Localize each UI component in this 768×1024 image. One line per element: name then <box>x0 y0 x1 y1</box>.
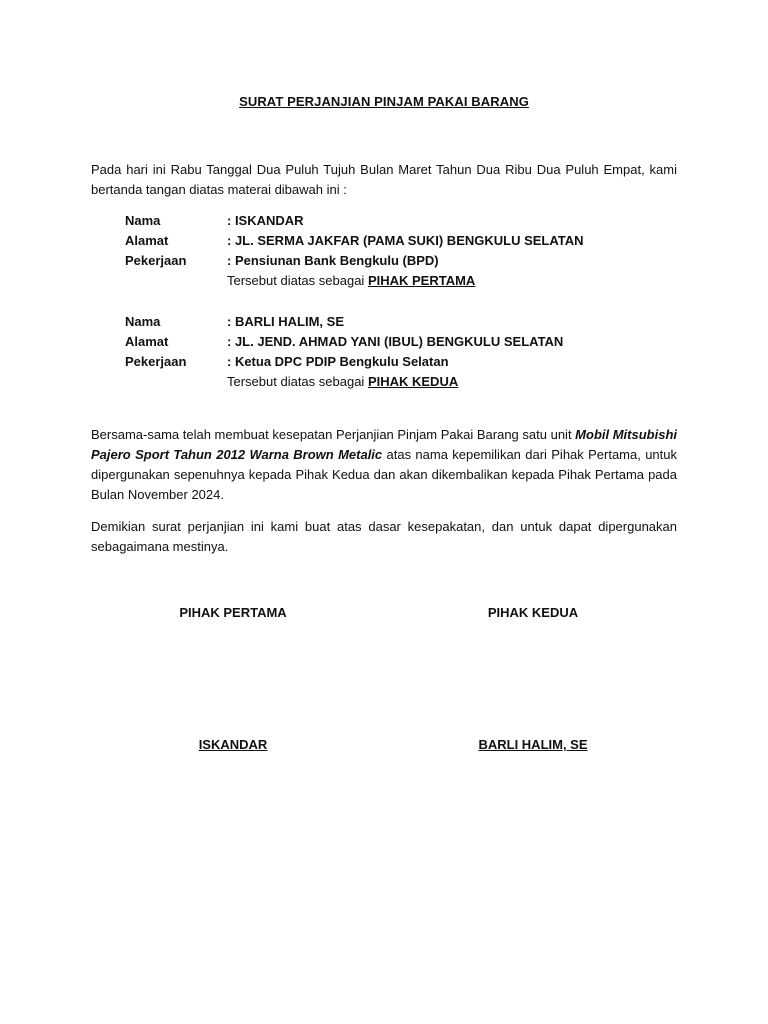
party-two-address-row <box>125 332 625 352</box>
party-one-name-row <box>125 211 625 231</box>
party-one-address-value: : JL. SERMA JAKFAR (PAMA SUKI) BENGKULU SELATAN <box>227 233 584 248</box>
agreement-text-after: atas nama kepemilikan dari Pihak Pertama, untuk dipergunakan sepenuhnya kepada Pihak Kedua dan akan dikembalikan kepada Pihak Pertama pada Bulan November 2024. <box>91 447 677 502</box>
party-two-role-prefix: Tersebut diatas sebagai <box>227 374 368 389</box>
agreement-text-before: Bersama-sama telah membuat kesepatan Perjanjian Pinjam Pakai Barang satu unit <box>91 427 576 442</box>
party-two-block <box>125 312 625 392</box>
signature-heading-first-party: PIHAK PERTAMA <box>179 605 287 620</box>
party-two-name-value: : BARLI HALIM, SE <box>227 314 344 329</box>
party-two-job-value: : Ketua DPC PDIP Bengkulu Selatan <box>227 354 449 369</box>
party-one-role-prefix: Tersebut diatas sebagai <box>227 273 368 288</box>
closing-paragraph: Demikian surat perjanjian ini kami buat atas dasar kesepakatan, dan untuk dapat dipergunakan sebagaimana mestinya. <box>91 519 677 554</box>
party-two-address-value: : JL. JEND. AHMAD YANI (IBUL) BENGKULU SELATAN <box>227 334 564 349</box>
party-one-name-label: Nama <box>125 213 161 228</box>
signature-name-second-party: BARLI HALIM, SE <box>478 737 588 752</box>
agreement-item: Mobil Mitsubishi Pajero Sport Tahun 2012 Warna Brown Metalic <box>91 427 677 462</box>
party-one-job-label: Pekerjaan <box>125 253 187 268</box>
party-two-name-label: Nama <box>125 314 161 329</box>
signature-name-first-party: ISKANDAR <box>198 737 268 752</box>
signature-heading-second-party: PIHAK KEDUA <box>487 605 579 620</box>
party-two-role-row <box>125 372 625 392</box>
party-one-role-row <box>125 271 625 291</box>
opening-paragraph: Pada hari ini Rabu Tanggal Dua Puluh Tujuh Bulan Maret Tahun Dua Ribu Dua Puluh Empat, kami bertanda tangan diatas materai dibawah ini : <box>91 162 677 197</box>
party-one-name-value: : ISKANDAR <box>227 213 304 228</box>
party-two-name-row <box>125 312 625 332</box>
party-one-address-label: Alamat <box>125 233 169 248</box>
party-two-address-label: Alamat <box>125 334 169 349</box>
document-title: SURAT PERJANJIAN PINJAM PAKAI BARANG <box>239 94 529 109</box>
party-two-job-row <box>125 352 625 372</box>
party-one-block <box>125 211 625 291</box>
agreement-paragraph <box>91 425 677 505</box>
party-one-role: PIHAK PERTAMA <box>367 273 476 288</box>
party-two-job-label: Pekerjaan <box>125 354 187 369</box>
party-two-role: PIHAK KEDUA <box>367 374 459 389</box>
party-one-job-value: : Pensiunan Bank Bengkulu (BPD) <box>227 253 439 268</box>
party-one-job-row <box>125 251 625 271</box>
party-one-address-row <box>125 231 625 251</box>
